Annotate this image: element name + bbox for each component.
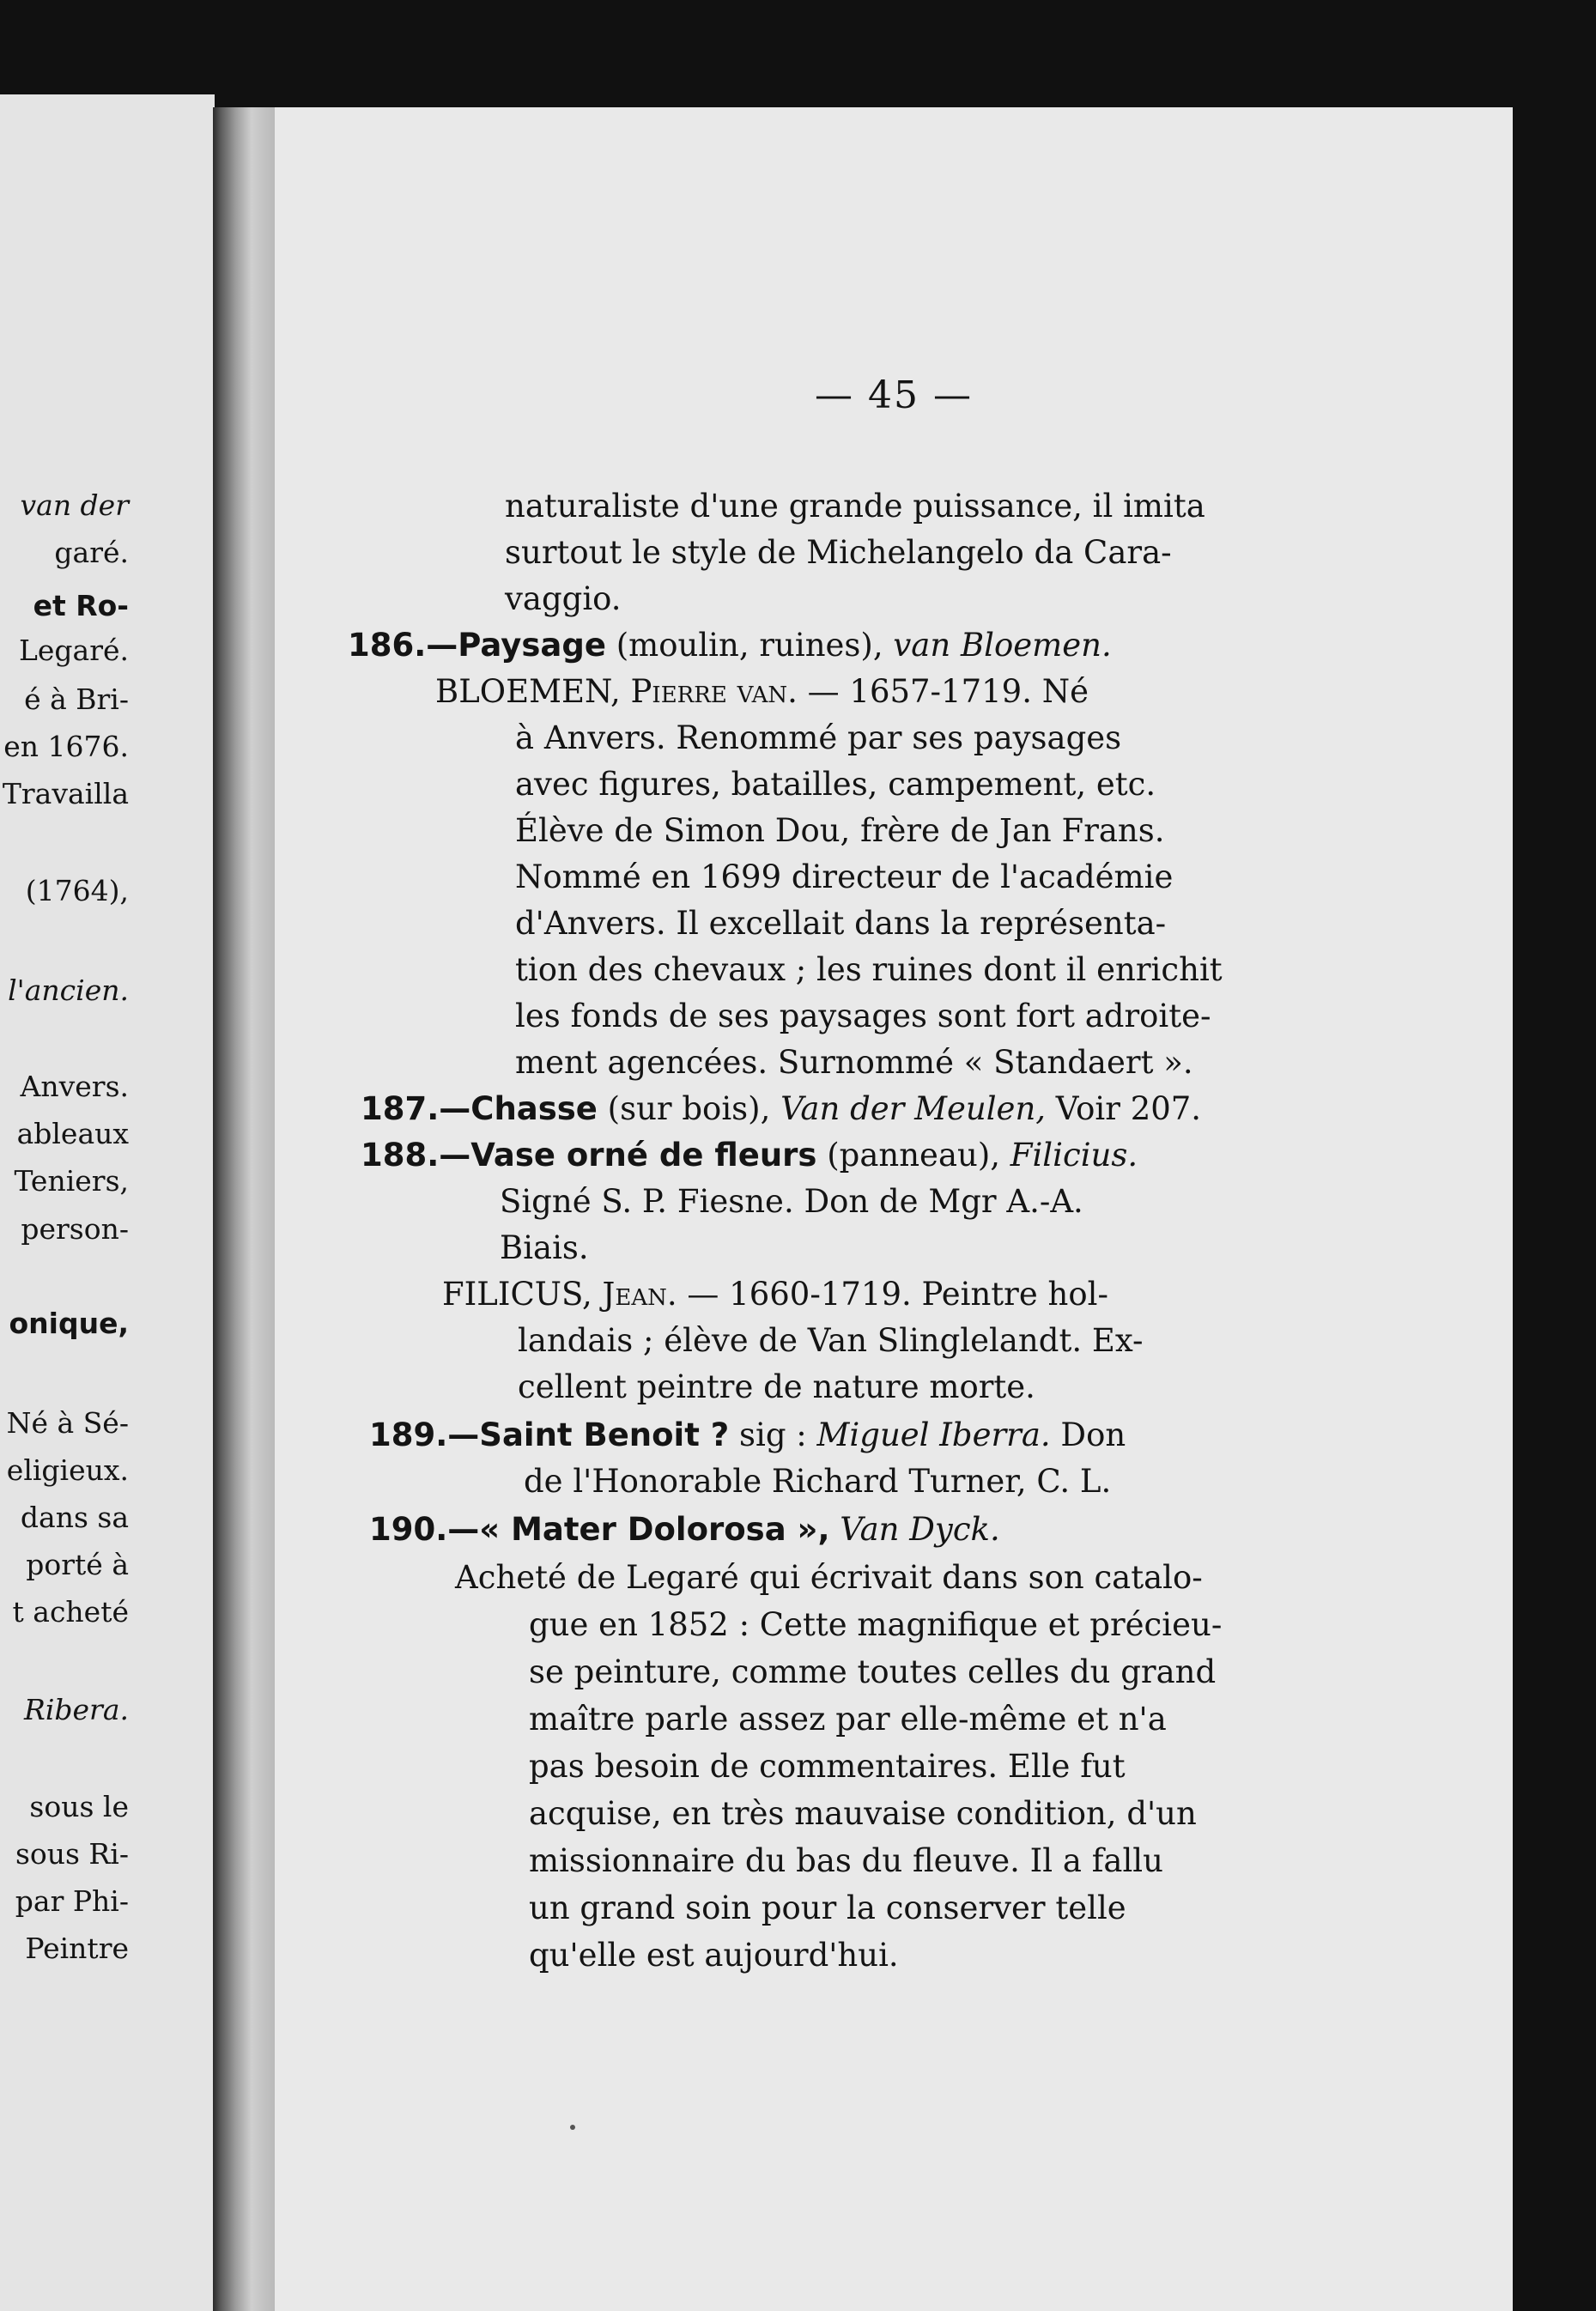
note-line: acquise, en très mauvaise condition, d'un: [529, 1795, 1197, 1832]
entry-detail: Voir 207.: [1046, 1090, 1202, 1127]
entry-detail: (sur bois),: [597, 1090, 781, 1127]
bio-dates: — 1657-1719. Né: [797, 673, 1089, 710]
entry-artist: Van der Meulen,: [780, 1090, 1047, 1127]
bio-line: d'Anvers. Il excellait dans la représenta-: [515, 905, 1167, 942]
left-page-line: Anvers.: [20, 1070, 129, 1103]
catalogue-entry-188: [361, 1134, 1138, 1177]
entry-title: Chasse: [470, 1090, 598, 1127]
entry-title: « Mater Dolorosa »,: [479, 1511, 830, 1548]
right-page: [275, 107, 1513, 2311]
left-page-line: Legaré.: [18, 634, 129, 667]
bio-line: tion des chevaux ; les ruines dont il enrichit: [515, 951, 1223, 988]
note-line: Acheté de Legaré qui écrivait dans son catalo-: [455, 1559, 1203, 1596]
left-page-line: en 1676.: [3, 730, 129, 763]
bio-line: cellent peintre de nature morte.: [518, 1368, 1035, 1405]
bio-surname: FILICUS,: [442, 1276, 603, 1313]
note-line: pas besoin de commentaires. Elle fut: [529, 1748, 1126, 1785]
note-line: gue en 1852 : Cette magnifique et précieu-: [529, 1606, 1223, 1643]
note-line: maître parle assez par elle-même et n'a: [529, 1701, 1167, 1738]
left-page-line: van der: [20, 488, 129, 522]
left-page-line: person-: [21, 1212, 129, 1246]
entry-title: Saint Benoit ?: [479, 1416, 730, 1453]
left-page-line: sous Ri-: [15, 1837, 129, 1871]
entry-number: 189.—: [369, 1416, 480, 1453]
left-page-line: Ribera.: [24, 1693, 129, 1726]
entry-detail: (panneau),: [816, 1137, 1010, 1174]
entry-title: Paysage: [458, 627, 606, 664]
bio-dates: — 1660-1719. Peintre hol-: [677, 1276, 1108, 1313]
left-page-line: é à Bri-: [24, 682, 129, 716]
bio-line: les fonds de ses paysages sont fort adroite-: [515, 998, 1211, 1034]
note-line: missionnaire du bas du fleuve. Il a fallu: [529, 1842, 1163, 1879]
bio-firstname: Jean.: [602, 1276, 677, 1313]
left-page-line: sous le: [29, 1790, 129, 1823]
left-page-line: t acheté: [12, 1595, 129, 1629]
bio-line: landais ; élève de Van Slinglelandt. Ex-: [518, 1322, 1144, 1359]
left-page-line: onique,: [9, 1307, 129, 1340]
left-page-line: Travailla: [2, 777, 129, 810]
catalogue-entry-189: [369, 1414, 1126, 1457]
bio-surname: BLOEMEN,: [435, 673, 631, 710]
catalogue-entry-187: [361, 1088, 1201, 1131]
ink-speck: [570, 2125, 575, 2130]
entry-title: Vase orné de fleurs: [470, 1137, 817, 1174]
entry-artist: Van Dyck.: [829, 1511, 1000, 1548]
left-page: [0, 94, 215, 2311]
bio-firstname: Pierre van.: [630, 673, 798, 710]
entry-artist: Filicius.: [1010, 1137, 1138, 1174]
bio-line: ment agencées. Surnommé « Standaert ».: [515, 1044, 1193, 1081]
entry-line: Signé S. P. Fiesne. Don de Mgr A.-A.: [500, 1183, 1083, 1220]
entry-number: 190.—: [369, 1511, 480, 1548]
text-line: naturaliste d'une grande puissance, il imita: [505, 488, 1205, 525]
left-page-line: l'ancien.: [8, 974, 129, 1007]
left-page-line: dans sa: [20, 1501, 129, 1534]
catalogue-entry-190: [369, 1508, 1000, 1551]
entry-detail: (moulin, ruines),: [605, 627, 894, 664]
book-gutter: [213, 107, 277, 2311]
page-number: — 45 —: [815, 373, 973, 417]
note-line: se peinture, comme toutes celles du grand: [529, 1653, 1217, 1690]
entry-number: 187.—: [361, 1090, 471, 1127]
left-page-line: eligieux.: [6, 1453, 129, 1487]
note-line: qu'elle est aujourd'hui.: [529, 1937, 899, 1974]
bio-line: Nommé en 1699 directeur de l'académie: [515, 858, 1174, 895]
left-page-line: Peintre: [25, 1932, 129, 1965]
bio-line: à Anvers. Renommé par ses paysages: [515, 719, 1122, 756]
left-page-line: porté à: [26, 1548, 129, 1581]
left-page-line: par Phi-: [15, 1884, 129, 1918]
text-line: vaggio.: [505, 580, 622, 617]
bio-line: Élève de Simon Dou, frère de Jan Frans.: [515, 812, 1165, 849]
entry-number: 188.—: [361, 1137, 471, 1174]
bio-line: avec figures, batailles, campement, etc.: [515, 766, 1156, 803]
catalogue-entry-186: [348, 624, 1112, 667]
left-page-line: Né à Sé-: [6, 1406, 129, 1440]
entry-line: de l'Honorable Richard Turner, C. L.: [524, 1463, 1112, 1500]
entry-detail: sig :: [729, 1416, 817, 1453]
left-page-line: (1764),: [25, 874, 129, 907]
text-line: surtout le style de Michelangelo da Cara-: [505, 534, 1172, 571]
entry-artist: van Bloemen.: [893, 627, 1112, 664]
entry-detail: Don: [1050, 1416, 1126, 1453]
left-page-line: et Ro-: [33, 589, 129, 622]
note-line: un grand soin pour la conserver telle: [529, 1889, 1126, 1926]
entry-line: Biais.: [500, 1229, 589, 1266]
left-page-line: Teniers,: [14, 1164, 129, 1198]
left-page-line: ableaux: [16, 1117, 129, 1150]
left-page-line: garé.: [54, 536, 129, 569]
bio-line: [442, 1273, 1108, 1316]
entry-artist: Miguel Iberra.: [816, 1416, 1051, 1453]
entry-number: 186.—: [348, 627, 458, 664]
bio-line: [435, 670, 1089, 713]
